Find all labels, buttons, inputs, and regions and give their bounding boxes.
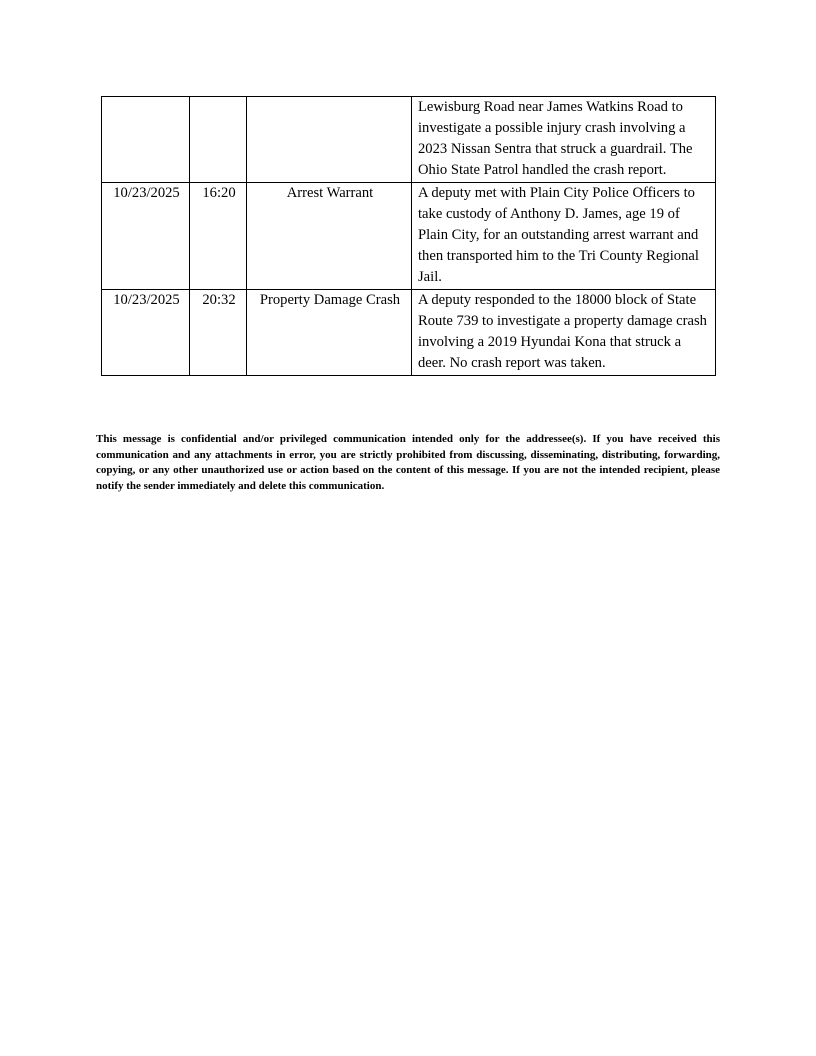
incident-description: A deputy met with Plain City Police Officers to take custody of Anthony D. James, age 19 of Plain City, for an outstanding arrest warrant and then transported him to the Tri County Regional Jail. [412, 183, 716, 290]
table-row [102, 290, 716, 376]
incident-log-table [101, 96, 716, 376]
table-row [102, 97, 716, 183]
incident-date: 10/23/2025 [102, 183, 190, 290]
incident-time: 20:32 [190, 290, 247, 376]
incident-type [247, 97, 412, 183]
incident-time [190, 97, 247, 183]
incident-type: Property Damage Crash [247, 290, 412, 376]
incident-description: Lewisburg Road near James Watkins Road to investigate a possible injury crash involving a 2023 Nissan Sentra that struck a guardrail. The Ohio State Patrol handled the crash report. [412, 97, 716, 183]
incident-date [102, 97, 190, 183]
incident-type: Arrest Warrant [247, 183, 412, 290]
table-row [102, 183, 716, 290]
incident-time: 16:20 [190, 183, 247, 290]
incident-description: A deputy responded to the 18000 block of State Route 739 to investigate a property damage crash involving a 2019 Hyundai Kona that struck a deer. No crash report was taken. [412, 290, 716, 376]
incident-date: 10/23/2025 [102, 290, 190, 376]
confidentiality-disclaimer: This message is confidential and/or privileged communication intended only for the addressee(s). If you have received this communication and any attachments in error, you are strictly prohibited from discussing, disseminating, distributing, forwarding, copying, or any other unauthorized use or action based on the content of this message. If you are not the intended recipient, please notify the sender immediately and delete this communication. [96, 433, 720, 492]
